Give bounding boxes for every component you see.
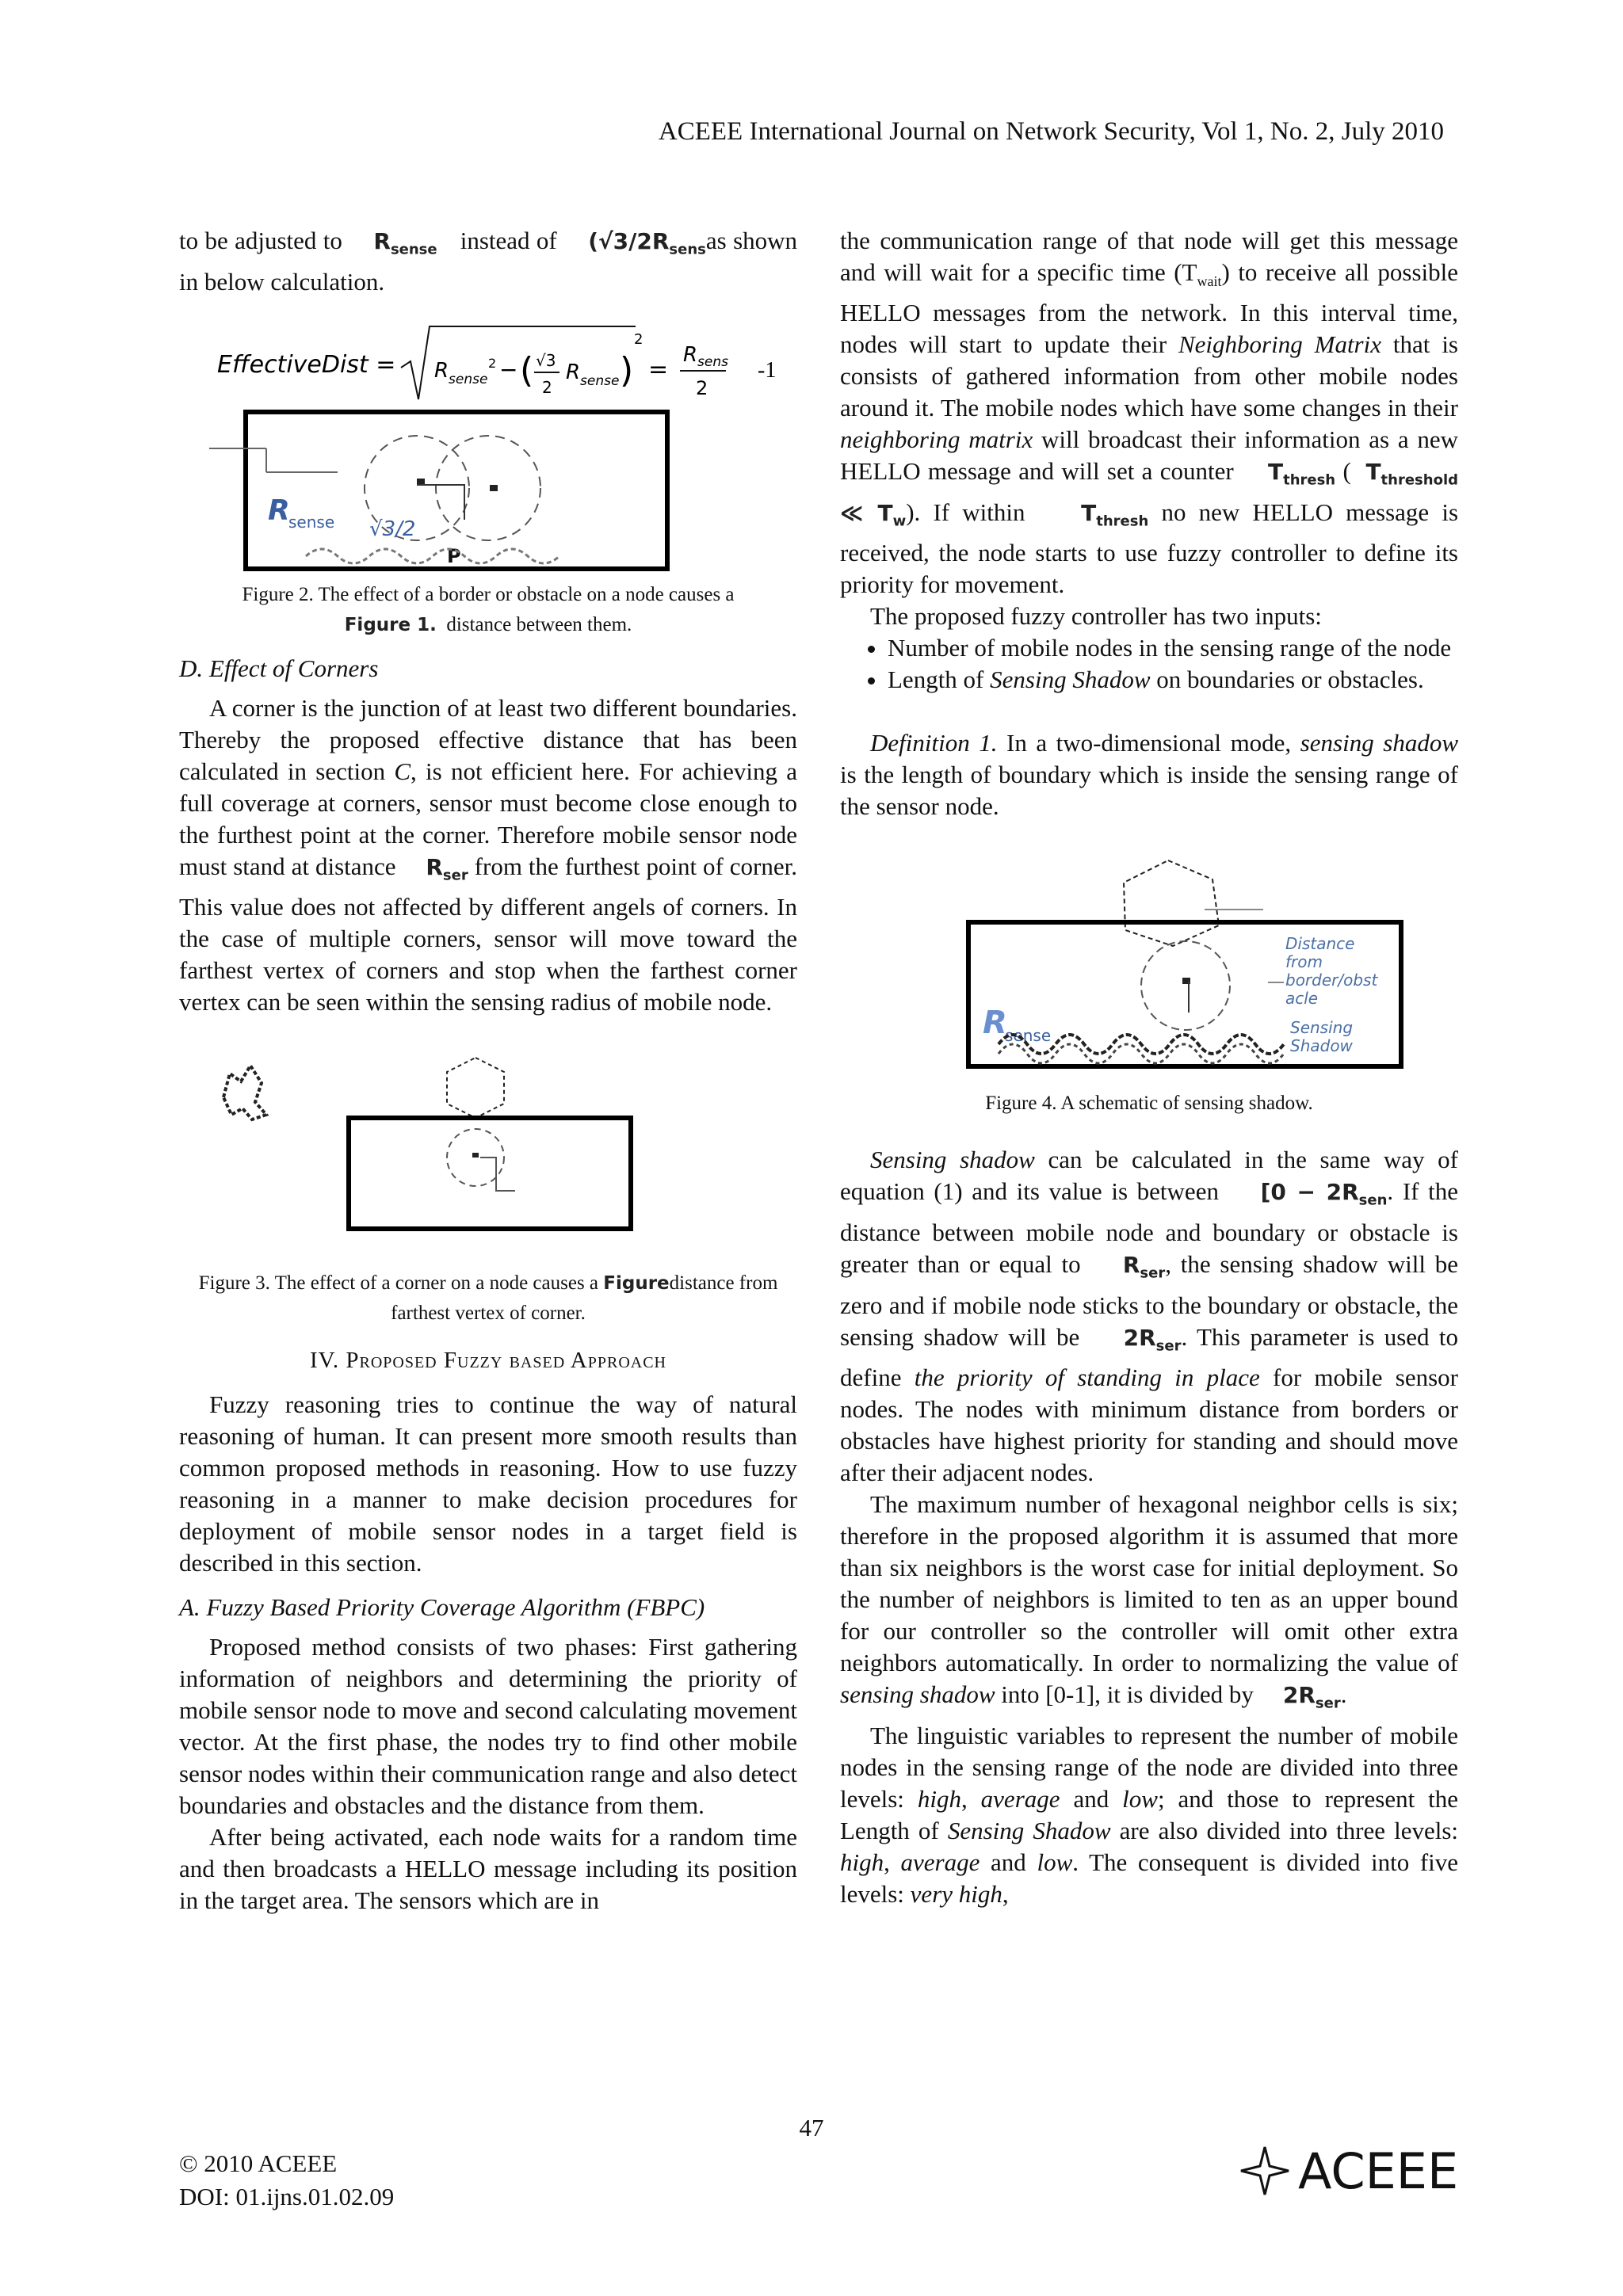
equation-1 xyxy=(179,320,797,406)
figure-3 xyxy=(179,1026,797,1264)
svg-text:R: R xyxy=(983,1005,1007,1042)
paragraph-corners: A corner is the junction of at least two different boundaries. Thereby the proposed effective distance that has been calculated in section C, is not efficient here. For achieving a full coverage at corners, sensor must become close enough to the furthest point at the corner. Therefore mobile sensor node must stand at distance $R_{ser}$ from the furthest point of corner. This value does not affected by different angels of corners. In the case of multiple corners, sensor will move toward the farthest vertex of corners and stop when the farthest corner vertex can be seen within the sensing radius of mobile node. xyxy=(179,693,798,1016)
svg-text:R: R xyxy=(434,358,449,383)
svg-text:=: = xyxy=(648,355,669,383)
aceee-logo xyxy=(1236,2139,1474,2206)
svg-text:Sensing: Sensing xyxy=(1290,1018,1354,1038)
list-item: • Length of Sensing Shadow on boundaries or obstacles. xyxy=(888,664,1458,696)
paragraph-shadow-calc: Sensing shadow can be calculated in the same way of equation (1) and its value is between [$0 - 2R_{sen}$. If the distance between mobile node and boundary or obstacle is greater than or equal to $R_{ser}$, the sensing shadow will be zero and if mobile node sticks to the boundary or obstacle, the sensing shadow will be $2R_{ser}$. This parameter is used to define the priority of standing in place for mobile sensor nodes. The nodes with minimum distance from borders or obstacles have highest priority for standing and should move after their adjacent nodes. xyxy=(840,1146,1459,1487)
svg-text:acle: acle xyxy=(1285,989,1319,1009)
svg-text:2: 2 xyxy=(542,377,552,397)
svg-text:R: R xyxy=(683,342,698,367)
svg-text:): ) xyxy=(620,349,634,391)
svg-text:sens: sens xyxy=(697,353,728,370)
svg-text:Distance: Distance xyxy=(1285,934,1355,954)
section-iv-heading: IV. Proposed Fuzzy based Approach xyxy=(310,1348,666,1374)
running-header: ACEEE International Journal on Network Security, Vol 1, No. 2, July 2010 xyxy=(658,117,1444,146)
equation-number: -1 xyxy=(758,357,777,383)
list-item: • Number of mobile nodes in the sensing range of the node xyxy=(888,632,1458,664)
svg-text:Shadow: Shadow xyxy=(1290,1036,1353,1056)
paragraph-intro: to be adjusted to $R_{sense}$ instead of ($√3/2R_{sens}as$ shown in below calculation. xyxy=(179,227,798,296)
svg-text:2: 2 xyxy=(488,355,497,371)
page-number: 47 xyxy=(799,2114,824,2142)
point-p-label: P xyxy=(447,544,461,567)
svg-text:−: − xyxy=(499,356,518,383)
figure-2-graphic xyxy=(179,409,797,575)
section-a-heading: A. Fuzzy Based Priority Coverage Algorithm (FBPC) xyxy=(179,1593,705,1622)
figure-4 xyxy=(840,846,1458,1084)
figure-2 xyxy=(179,409,797,575)
root-token: ($√3/2R_{sens}$ xyxy=(588,228,706,258)
figure-4-caption: Figure 4. A schematic of sensing shadow. xyxy=(985,1093,1313,1115)
paragraph-phases: Proposed method consists of two phases: First gathering information of neighbors and determining the priority of mobile sensor node to move and second calculating movement vector. At the first phase, the nodes try to find other mobile sensor nodes within their communication range and also detect boundaries and obstacles and the distance from them. xyxy=(179,1633,797,1820)
svg-text:2: 2 xyxy=(696,376,708,399)
svg-text:2: 2 xyxy=(634,330,643,348)
right-column xyxy=(840,225,1458,1910)
svg-text:sense: sense xyxy=(1005,1026,1052,1046)
eq-lhs: EffectiveDist = xyxy=(217,350,396,379)
footer xyxy=(179,2147,394,2214)
paragraph-neighbors: The maximum number of hexagonal neighbor cells is six; therefore in the proposed algorithm it is assumed that more than six neighbors is the worst case for initial deployment. So the number of neighbors is limited to ten as an upper bound for our controller so the controller will omit other extra neighbors automatically. In order to normalizing the value of sensing shadow into [0-1], it is divided by $2R_{ser}$. xyxy=(840,1490,1458,1712)
figure-2-caption: Figure 2. The effect of a border or obstacle on a node causes a Figure 1. distance between them. xyxy=(242,583,735,635)
paragraph-fuzzy-reasoning: Fuzzy reasoning tries to continue the way of natural reasoning of human. It can present more smooth results than common proposed methods in reasoning. How to use fuzzy reasoning in a manner to make decision procedures for deployment of mobile sensor nodes in a target field is described in this section. xyxy=(179,1390,797,1577)
paragraph-definition: Definition 1. In a two-dimensional mode, sensing shadow is the length of boundary which is inside the sensing range of the sensor node. xyxy=(840,729,1458,821)
equation-graphic xyxy=(179,320,797,406)
paragraph-communication: the communication range of that node will get this message and will wait for a specific time $(T_{wait})$ to receive all possible HELLO messages from the network. In this interval time, nodes will start to update their Neighboring Matrix that is consists of gathered information from other mobile nodes around it. The mobile nodes which have some changes in their neighboring matrix will broadcast their information as a new HELLO message and will set a counter $T_{thresh}$ ( $T_{threshold}$ ≪ $T_w$). If within $T_{thresh}$ no new HELLO message is received, the node starts to use fuzzy controller to define its priority for movement. xyxy=(840,227,1459,599)
figure-3-graphic xyxy=(179,1026,797,1264)
doi: DOI: 01.ijns.01.02.09 xyxy=(179,2183,395,2210)
svg-text:(: ( xyxy=(520,349,534,391)
paragraph-linguistic: The linguistic variables to represent the number of mobile nodes in the sensing range of the node are divided into three levels: high, average and low; and those to represent the Length of Sensing Shadow are also divided into three levels: high, average and low. The consequent is divided into five levels: very high, xyxy=(840,1721,1459,1908)
svg-text:sense: sense xyxy=(288,512,335,532)
paragraph-inputs: The proposed fuzzy controller has two inputs: xyxy=(870,602,1322,631)
copyright: © 2010 ACEEE xyxy=(179,2149,338,2177)
r-sense-token: $R_{sense}$ xyxy=(373,228,437,258)
logo-text: ACEEE xyxy=(1298,2142,1459,2200)
section-d-heading: D. Effect of Corners xyxy=(179,654,379,682)
svg-text:border/obst: border/obst xyxy=(1285,971,1378,990)
paragraph-hello: After being activated, each node waits for a random time and then broadcasts a HELLO message including its position in the target area. The sensors which are in xyxy=(179,1823,797,1915)
figure-4-graphic xyxy=(840,846,1458,1084)
svg-text:sense: sense xyxy=(449,371,488,387)
inputs-list xyxy=(840,632,1458,696)
star-icon xyxy=(1241,2147,1289,2195)
svg-text:√3/2: √3/2 xyxy=(369,517,416,541)
svg-text:from: from xyxy=(1285,952,1323,972)
svg-text:sense: sense xyxy=(580,372,620,389)
svg-text:√3: √3 xyxy=(536,350,556,370)
left-column xyxy=(179,225,797,1917)
figure-3-caption: Figure 3. The effect of a corner on a node causes a Figuredistance from farthest vertex of corner. xyxy=(198,1272,778,1325)
svg-text:R: R xyxy=(268,494,290,527)
svg-text:R: R xyxy=(566,360,581,384)
